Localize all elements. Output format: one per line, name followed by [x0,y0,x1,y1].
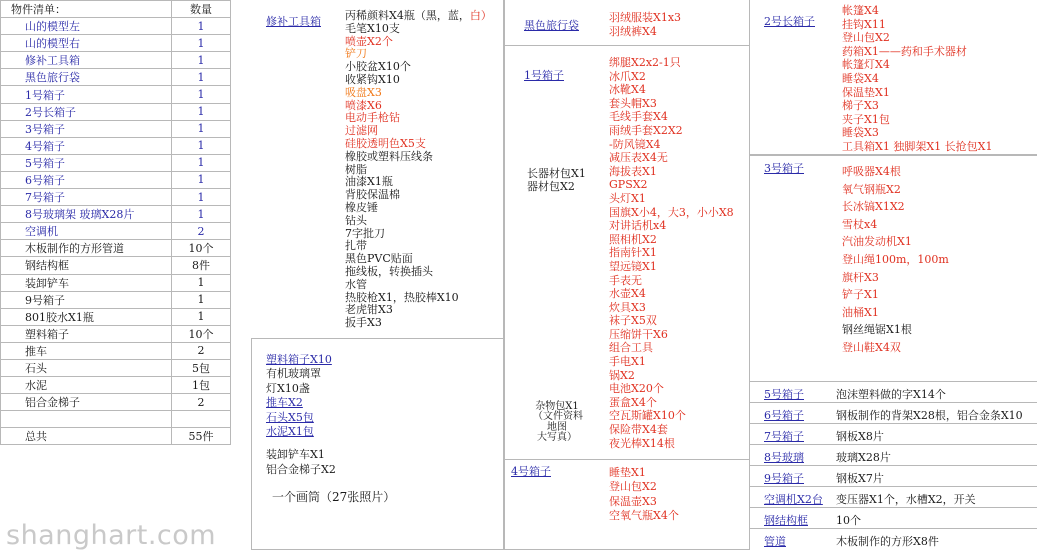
box1-item: 水壶X4 [609,287,646,301]
box2-list [842,4,992,154]
toolbox-item: 橡皮锤 [345,200,378,214]
bottom-right-key: 9号箱子 [764,472,804,485]
box3-item: 钢丝绳锯X1根 [842,323,912,337]
box1-item: 头灯X1 [609,191,646,205]
inventory-item-name: 7号箱子 [1,189,172,206]
watermark: shanghart.com [6,520,217,551]
bottom-right-key: 空调机X2台 [764,493,823,506]
inventory-item-name: 801胶水X1瓶 [1,308,172,325]
box2-item: 登山包X2 [842,31,890,45]
box1-item: 海拔表X1 [609,164,657,178]
box1-item: 雨绒手套X2X2 [609,123,683,137]
inventory-item-qty: 1 [172,308,231,325]
toolbox-item: 过滤网 [345,124,378,138]
bottom-right-value: 变压器X1个，水槽X2，开关 [836,493,976,506]
inventory-item-name: 空调机 [1,223,172,240]
box1-item: 套头帽X3 [609,96,657,110]
inventory-item-name: 推车 [1,342,172,359]
toolbox-item: 背胶保温棉 [345,188,400,202]
inventory-row [1,103,231,120]
box1-side-item: 长器材包X1 [527,167,586,180]
inventory-item-name [1,411,172,428]
toolbox-item: 油漆X1瓶 [345,175,393,189]
box1-item: 手电X1 [609,355,646,369]
bottom-right-key: 8号玻璃 [764,451,804,464]
box3-title: 3号箱子 [764,162,804,175]
inventory-item-qty: 10个 [172,240,231,257]
toolbox-item: 钻头 [345,213,367,227]
plastic-item: 水泥X1包 [266,425,314,439]
inventory-item-name: 木板制作的方形管道 [1,240,172,257]
bottom-right-row [750,465,1037,487]
inventory-row [1,206,231,223]
toolbox-item: 树脂 [345,162,367,176]
inventory-item-qty: 1 [172,18,231,35]
box2-item: 睡袋X4 [842,71,879,85]
inventory-row [1,291,231,308]
inventory-item-qty: 1 [172,69,231,86]
black-bag-list [609,11,681,38]
plastic-item: 有机玻璃罩 [266,367,321,381]
inventory-item-qty: 1 [172,52,231,69]
box1-item: 指南针X1 [609,246,657,260]
inventory-header-qty: 数量 [172,1,231,18]
bottom-right-row [750,486,1037,508]
box3-item: 登山绳100m，100m [842,252,949,266]
inventory-item-qty: 1 [172,189,231,206]
box2-item: 挂钩X11 [842,17,886,31]
bottom-right-value: 钢板X8片 [836,430,884,443]
inventory-item-qty: 8件 [172,257,231,274]
bottom-right-key: 钢结构框 [764,514,808,527]
plastic-item: 装卸铲车X1 [266,448,325,462]
box1-item: 望远镜X1 [609,259,657,273]
bottom-right-row [750,507,1037,529]
box1-item: 对讲话机x4 [609,219,667,233]
toolbox-item: 毛笔X10支 [345,21,400,35]
inventory-table [0,0,231,445]
box1-title: 1号箱子 [524,69,564,82]
inventory-item-qty: 1 [172,103,231,120]
inventory-item-name: 总共 [1,428,172,445]
box2-item: 工具箱X1 独脚架X1 长抢包X1 [842,139,993,153]
box2-title: 2号长箱子 [764,15,815,28]
box3-item: 呼吸器X4根 [842,165,901,178]
box1-item: 减压表X4无 [609,151,668,165]
box3-item: 铲子X1 [842,288,879,302]
inventory-item-name: 钢结构框 [1,257,172,274]
inventory-row [1,189,231,206]
inventory-row [1,394,231,411]
box1-item: 照相机X2 [609,232,657,246]
inventory-item-name: 铝合金梯子 [1,394,172,411]
toolbox-item: 吸盘X3 [345,85,382,99]
toolbox-item-text: 丙稀颜料X4瓶（黑，蓝， [345,9,470,22]
box1-item: GPSX2 [609,178,648,192]
plastic-item: 灯X10盏 [266,381,310,395]
box1-item: 绑腿X2x2-1只 [609,56,681,69]
box2-item: 保温垫X1 [842,85,890,99]
box1-list [609,56,734,450]
toolbox-item: 喷漆X6 [345,98,382,112]
inventory-row [1,308,231,325]
toolbox-item: 铲刀 [345,47,367,61]
box3-item: 旗杆X3 [842,270,879,284]
box1-note-item: （文件资料 [533,411,583,423]
inventory-row [1,137,231,154]
box4-list [609,466,679,524]
box1-item: 锅X2 [609,368,635,382]
box3-item: 雪杖x4 [842,217,878,231]
inventory-item-qty: 1 [172,86,231,103]
box1-item: 冰靴X4 [609,83,646,97]
box4-item: 睡垫X1 [609,466,646,479]
inventory-row [1,325,231,342]
box1-item: 电池X20个 [609,382,664,396]
inventory-item-qty: 2 [172,394,231,411]
inventory-row [1,342,231,359]
box4-item: 空氧气瓶X4个 [609,509,679,523]
toolbox-item: 硅胶透明色X5支 [345,136,426,150]
box3-divider [750,155,1037,156]
inventory-item-name: 黑色旅行袋 [1,69,172,86]
inventory-item-name: 9号箱子 [1,291,172,308]
inventory-item-qty: 1 [172,35,231,52]
inventory-item-qty: 55件 [172,428,231,445]
inventory-row [1,69,231,86]
toolbox-item: 黑色PVC贴面 [345,252,413,266]
box1-item: 冰爪X2 [609,69,646,83]
toolbox-item: 电动手枪钻 [345,111,400,125]
box1-note-item: 大写真） [537,432,577,444]
black-bag-title: 黑色旅行袋 [524,19,579,32]
box1-item: 手表无 [609,273,642,287]
bottom-right-row [750,528,1037,550]
box3-item: 氧气钢瓶X2 [842,182,901,196]
toolbox-list [345,10,492,330]
inventory-row [1,428,231,445]
bottom-right-row [750,381,1037,403]
inventory-item-qty: 1 [172,171,231,188]
toolbox-item: 老虎钳X3 [345,303,393,317]
toolbox-item: 热胶枪X1，热胶棒X10 [345,290,459,304]
bottom-right-value: 泡沫塑料做的字X14个 [836,388,946,401]
inventory-row [1,377,231,394]
toolbox-item: 喷壶X2个 [345,34,393,48]
inventory-item-name: 5号箱子 [1,154,172,171]
plastic-item: 塑料箱子X10 [266,353,332,366]
toolbox-item: 扎带 [345,239,367,253]
bottom-right-key: 7号箱子 [764,430,804,443]
inventory-item-name: 修补工具箱 [1,52,172,69]
inventory-item-qty: 1 [172,274,231,291]
toolbox-title: 修补工具箱 [266,15,321,28]
inventory-item-qty: 1 [172,206,231,223]
inventory-item-name: 塑料箱子 [1,325,172,342]
plastic-item: 铝合金梯子X2 [266,462,336,476]
box3-list [842,163,949,357]
bag-item: 羽绒服装X1x3 [609,11,682,24]
box2-item: 药箱X1——药和手术器材 [842,44,967,58]
inventory-row [1,257,231,274]
drawing-tube-note: 一个画筒（27张照片） [272,490,396,504]
inventory-row [1,171,231,188]
box1-item: 毛线手套X4 [609,110,668,124]
bottom-right-row [750,423,1037,445]
box2-item: 睡袋X3 [842,126,879,140]
box4-item: 保温壶X3 [609,494,657,508]
box1-side-item: 器材包X2 [527,179,575,193]
inventory-header [1,1,231,18]
inventory-item-name: 山的模型右 [1,35,172,52]
inventory-item-qty: 1 [172,120,231,137]
inventory-item-name: 2号长箱子 [1,103,172,120]
plastic-list [266,353,336,477]
toolbox-item: 小胶盆X10个 [345,60,411,74]
toolbox-item: 橡胶或塑料压线条 [345,149,433,163]
inventory-item-name: 8号玻璃架 玻璃X28片 [1,206,172,223]
inventory-row [1,18,231,35]
toolbox-item [345,10,492,23]
inventory-row [1,120,231,137]
inventory-item-qty: 2 [172,223,231,240]
box1-item: 蛋盒X4个 [609,395,657,409]
inventory-item-qty [172,411,231,428]
inventory-item-name: 装卸铲车 [1,274,172,291]
inventory-row [1,411,231,428]
bottom-right-value: 钢板X7片 [836,472,884,485]
inventory-row [1,359,231,376]
box1-note-item: 杂物包X1 [535,401,579,412]
bag-item: 羽绒裤X4 [609,24,657,38]
box1-item: -防风镜X4 [609,137,661,151]
box1-item: 袜子X5双 [609,314,657,328]
box3-item: 汽油发动机X1 [842,235,912,249]
inventory-item-qty: 1 [172,137,231,154]
box2-item: 帐篷灯X4 [842,58,890,72]
inventory-row [1,240,231,257]
box1-side-list-b [533,402,581,444]
box4-item: 登山包X2 [609,480,657,494]
bottom-right-key: 6号箱子 [764,409,804,422]
inventory-item-name: 山的模型左 [1,18,172,35]
box1-item: 组合工具 [609,341,653,355]
box1-item: 空瓦斯罐X10个 [609,409,686,423]
toolbox-item: 水管 [345,277,367,291]
bottom-right-value: 玻璃X28片 [836,451,891,464]
toolbox-item: 扳手X3 [345,316,382,330]
inventory-row [1,35,231,52]
box2-item: 梯子X3 [842,99,879,113]
inventory-row [1,274,231,291]
inventory-item-name: 3号箱子 [1,120,172,137]
box2-item: 帐篷X4 [842,4,879,17]
inventory-item-qty: 2 [172,342,231,359]
inventory-item-qty: 10个 [172,325,231,342]
bottom-right-key: 管道 [764,535,786,548]
inventory-row [1,223,231,240]
inventory-row [1,86,231,103]
box4-title: 4号箱子 [511,465,551,478]
box1-item: 炊具X3 [609,300,646,314]
inventory-item-name: 水泥 [1,377,172,394]
box1-side-list-a [527,168,586,193]
inventory-item-name: 4号箱子 [1,137,172,154]
toolbox-item: 7字批刀 [345,226,385,240]
bottom-right-value: 木板制作的方形X8件 [836,535,939,548]
inventory-item-qty: 1 [172,291,231,308]
bottom-right-row [750,402,1037,424]
inventory-item-name: 1号箱子 [1,86,172,103]
toolbox-item: 拖线板，转换插头 [345,264,433,278]
box3-item: 长冰镐X1X2 [842,200,905,214]
inventory-row [1,52,231,69]
toolbox-item: 收紧钩X10 [345,72,400,86]
bottom-right-key: 5号箱子 [764,388,804,401]
toolbox-item-tail: 白） [469,9,492,22]
inventory-item-name: 石头 [1,359,172,376]
bottom-right-row [750,444,1037,466]
inventory-row [1,154,231,171]
box3-item: 油桶X1 [842,305,879,319]
box3-item: 登山鞋X4双 [842,340,901,354]
plastic-item: 石头X5包 [266,410,314,424]
bottom-right-value: 10个 [836,514,861,527]
inventory-item-qty: 1 [172,154,231,171]
inventory-item-qty: 1包 [172,377,231,394]
inventory-item-name: 6号箱子 [1,171,172,188]
box1-item: 保险带X4套 [609,423,668,437]
inventory-item-qty: 5包 [172,359,231,376]
box1-item: 国旗X小4，大3，小小X8 [609,205,734,219]
inventory-header-name: 物件清单： [1,1,172,18]
box1-note-item: 地图 [547,421,567,433]
box1-item: 压缩饼干X6 [609,327,668,341]
box1-item: 夜光棒X14根 [609,436,675,450]
box2-item: 夹子X1包 [842,112,890,126]
plastic-item: 推车X2 [266,396,303,410]
bottom-right-value: 钢板制作的背架X28根，铝合金条X10 [836,409,1023,422]
